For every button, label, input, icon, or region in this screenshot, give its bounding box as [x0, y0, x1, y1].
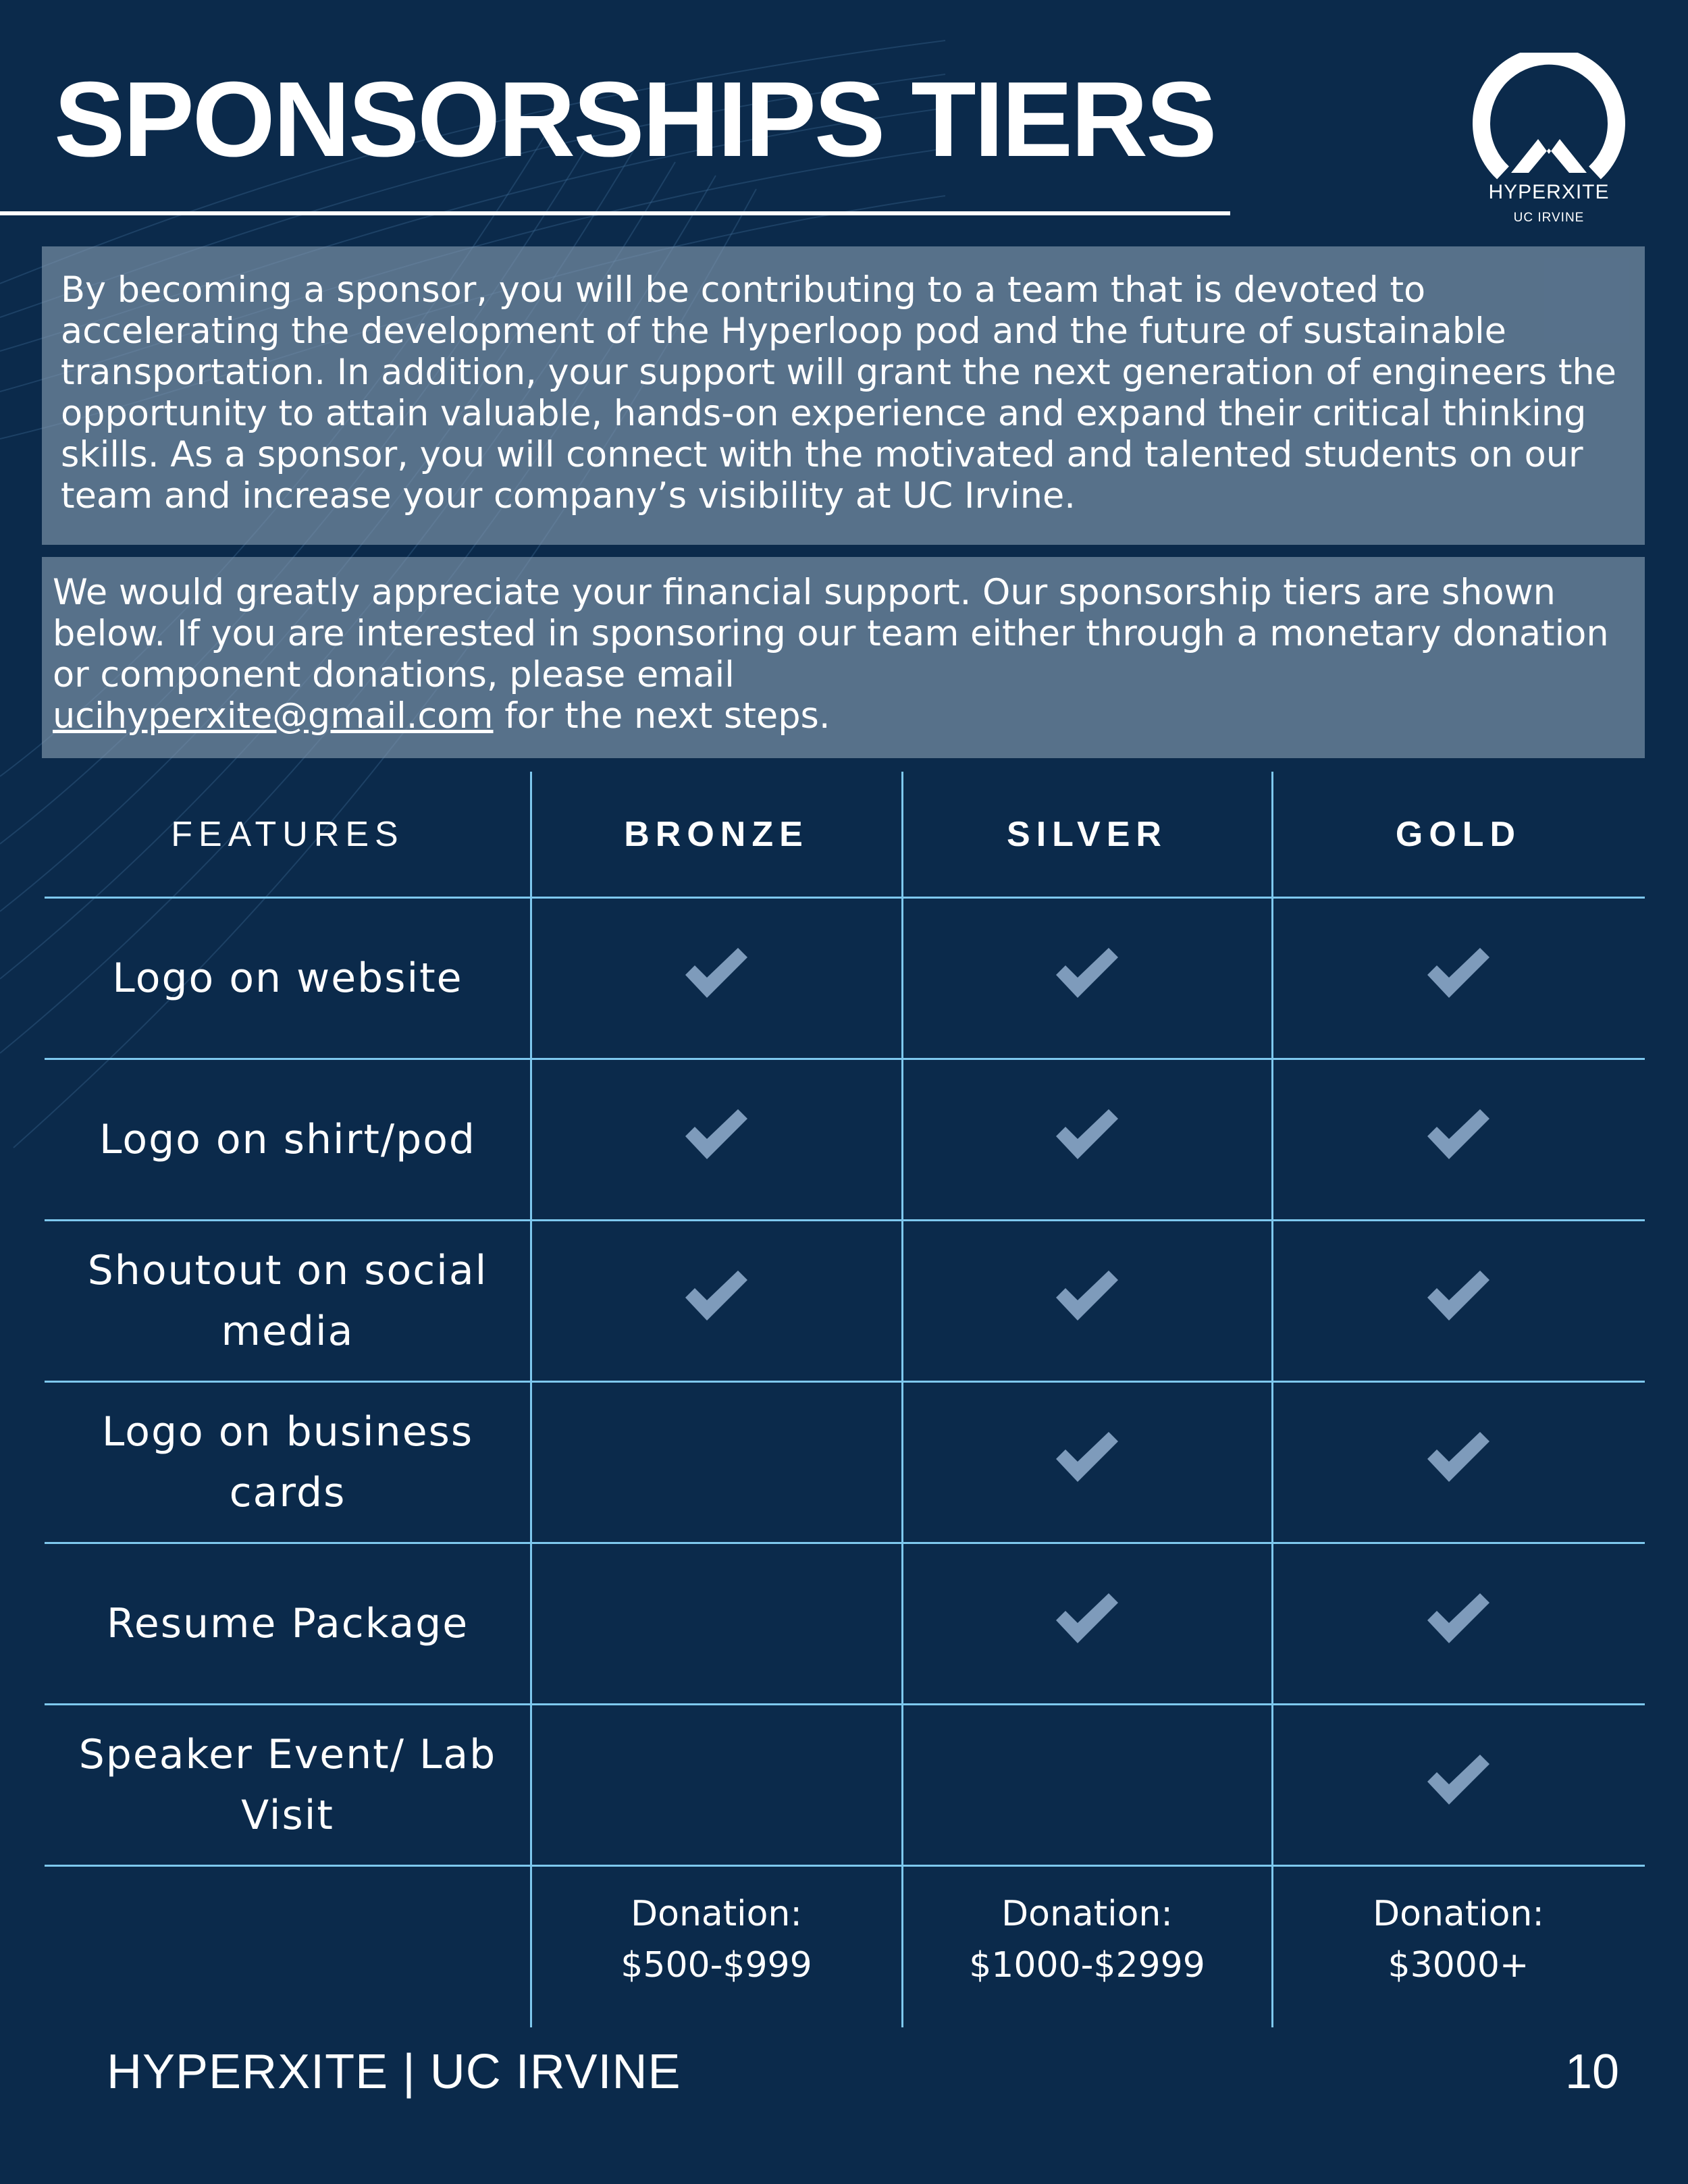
- check-icon: [681, 947, 751, 1001]
- check-icon: [1052, 1431, 1122, 1485]
- table-header-silver: SILVER: [1007, 815, 1167, 854]
- page-title: SPONSORSHIPS TIERS: [54, 60, 1215, 179]
- feature-label: Logo on website: [112, 954, 463, 1002]
- feature-label: Shoutout on social media: [87, 1246, 488, 1355]
- tier-cell-silver: [902, 1059, 1272, 1220]
- check-icon: [681, 1108, 751, 1162]
- sponsorship-tiers-table: [0, 772, 1688, 2027]
- donation-amount: $3000+: [1388, 1945, 1529, 1986]
- tier-cell-bronze: [531, 1381, 902, 1543]
- tier-cell-bronze: [531, 1059, 902, 1220]
- support-tail: for the next steps.: [504, 695, 830, 737]
- tier-cell-gold: [1272, 1704, 1645, 1865]
- donation-gold: [1272, 1865, 1645, 2014]
- title-divider: [0, 211, 1230, 215]
- table-header-bronze: BRONZE: [624, 815, 809, 854]
- check-icon: [1423, 1108, 1494, 1162]
- footer-organization: HYPERXITE | UC IRVINE: [107, 2045, 681, 2099]
- donation-amount: $500-$999: [621, 1945, 812, 1986]
- tier-cell-silver: [902, 1220, 1272, 1381]
- check-icon: [1423, 1431, 1494, 1485]
- feature-label: Logo on shirt/pod: [99, 1115, 476, 1163]
- support-text: We would greatly appreciate your financial support. Our sponsorship tiers are shown below. If you are interested in sponsoring our team either through a monetary donation or component donations, please email: [53, 572, 1609, 695]
- check-icon: [1423, 1592, 1494, 1646]
- intro-panel: [42, 246, 1645, 545]
- check-icon: [1423, 947, 1494, 1001]
- email-link[interactable]: ucihyperxite@gmail.com: [53, 695, 494, 737]
- tier-cell-silver: [902, 1381, 1272, 1543]
- logo-name: HYPERXITE: [1488, 181, 1610, 203]
- donation-bronze: [531, 1865, 902, 2014]
- table-header-features: FEATURES: [171, 815, 404, 854]
- donation-silver: [902, 1865, 1272, 2014]
- check-icon: [1052, 1269, 1122, 1323]
- tier-cell-bronze: [531, 1543, 902, 1704]
- feature-label: Logo on business cards: [101, 1408, 474, 1516]
- logo-subtitle: UC IRVINE: [1513, 211, 1585, 225]
- tier-cell-gold: [1272, 1220, 1645, 1381]
- check-icon: [1052, 1108, 1122, 1162]
- donation-label: Donation:: [1001, 1894, 1173, 1934]
- tier-cell-silver: [902, 1704, 1272, 1865]
- feature-label: Speaker Event/ Lab Visit: [78, 1730, 497, 1839]
- check-icon: [1052, 947, 1122, 1001]
- check-icon: [1423, 1753, 1494, 1807]
- feature-label: Resume Package: [106, 1599, 469, 1647]
- tier-cell-gold: [1272, 1381, 1645, 1543]
- donation-label: Donation:: [631, 1894, 802, 1934]
- tier-cell-bronze: [531, 1220, 902, 1381]
- table-header-gold: GOLD: [1395, 815, 1522, 854]
- tier-cell-gold: [1272, 1543, 1645, 1704]
- hyperxite-logo-icon: [1471, 53, 1627, 181]
- intro-paragraph: By becoming a sponsor, you will be contributing to a team that is devoted to accelerating the development of the Hyperloop pod and the future of sustainable transportation. In addition, your support will grant the next generation of engineers the opportunity to attain valuable, hands-on experience and expand their critical thinking skills. As a sponsor, you will connect with the motivated and talented students on our team and increase your company’s visibility at UC Irvine.: [61, 269, 1616, 516]
- donation-amount: $1000-$2999: [969, 1945, 1205, 1986]
- donation-label: Donation:: [1373, 1894, 1544, 1934]
- page-number: 10: [1565, 2045, 1620, 2099]
- tier-cell-gold: [1272, 1059, 1645, 1220]
- check-icon: [1423, 1269, 1494, 1323]
- tier-cell-silver: [902, 897, 1272, 1059]
- tier-cell-bronze: [531, 897, 902, 1059]
- check-icon: [681, 1269, 751, 1323]
- support-paragraph: [53, 572, 1627, 737]
- check-icon: [1052, 1592, 1122, 1646]
- hyperxite-logo: [1461, 47, 1637, 236]
- tier-cell-gold: [1272, 897, 1645, 1059]
- tier-cell-bronze: [531, 1704, 902, 1865]
- support-panel: [42, 557, 1645, 758]
- tier-cell-silver: [902, 1543, 1272, 1704]
